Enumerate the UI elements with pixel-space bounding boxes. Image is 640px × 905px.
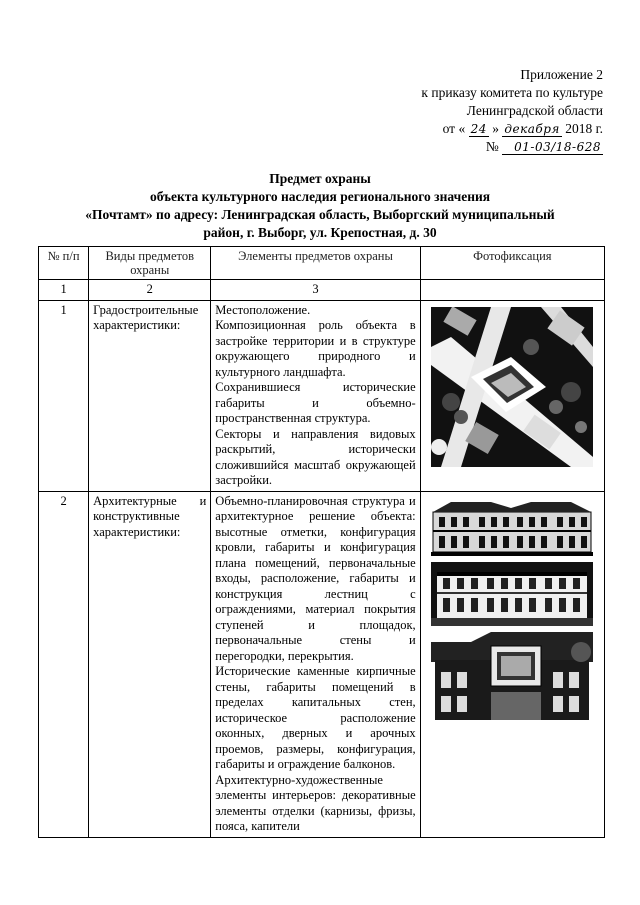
row-paragraph: Композиционная роль объекта в застройке территории и в структуре окружающего природного и культурного ландшафта.	[215, 318, 416, 379]
annex-order-ref: к приказу комитета по культуре	[421, 85, 603, 100]
protection-subject-table	[38, 246, 605, 838]
table-index-row	[39, 280, 605, 301]
annex-date-line	[363, 120, 603, 138]
header-elements: Элементы предметов охраны	[211, 247, 420, 280]
handwritten-day: 24	[470, 122, 487, 136]
number-prefix: №	[485, 139, 499, 154]
row-number: 2	[39, 491, 89, 837]
document-title	[40, 170, 600, 242]
table-row	[39, 300, 605, 491]
index-cell-2: 2	[89, 280, 211, 301]
date-prefix: от «	[442, 121, 466, 136]
header-number: № п/п	[39, 247, 89, 280]
row-paragraph: Секторы и направления видовых раскрытий, исторически сложившийся масштаб окружающей застройки.	[215, 426, 416, 487]
date-quote: »	[492, 121, 499, 136]
table-row	[39, 491, 605, 837]
photo-cell	[420, 300, 604, 491]
annex-block	[363, 66, 603, 156]
facade-photo	[431, 498, 593, 556]
title-line-1: Предмет охраны	[269, 171, 371, 186]
annex-number-line	[363, 138, 603, 156]
handwritten-month: декабря	[504, 122, 560, 136]
handwritten-number: 01-03/18-628	[502, 140, 603, 155]
title-line-4: район, г. Выборг, ул. Крепостная, д. 30	[203, 225, 437, 240]
row-paragraph: Объемно-планировочная структура и архитектурное решение объекта: высотные отметки, конфигурация кровли, габариты и конфигурация плана помещений, первоначальные входы, расположение, габариты и конструкция лестниц с ограждениями, материал покрытия ступеней и площадок, первоначальные стены и перегородки, перекрытия.	[215, 493, 416, 663]
row-type: Архитектурные и конструктивные характеристики:	[89, 491, 211, 837]
photo-cell	[420, 491, 604, 837]
title-line-2: объекта культурного наследия регионального значения	[149, 189, 491, 204]
row-type: Градостроительные характеристики:	[89, 300, 211, 491]
row-paragraph: Сохранившиеся исторические габариты и объемно-пространственная структура.	[215, 380, 416, 425]
corner-photo	[431, 632, 593, 722]
title-line-3: «Почтамт» по адресу: Ленинградская область, Выборгский муниципальный	[85, 207, 555, 222]
index-cell-3: 3	[211, 280, 420, 301]
header-photo: Фотофиксация	[420, 247, 604, 280]
annex-title: Приложение 2	[520, 67, 603, 82]
row-elements	[211, 491, 420, 837]
row-number: 1	[39, 300, 89, 491]
table-header-row	[39, 247, 605, 280]
date-year: 2018 г.	[565, 121, 603, 136]
index-cell-1: 1	[39, 280, 89, 301]
row-paragraph: Исторические каменные кирпичные стены, габариты помещений в пределах капитальных стен, историческое расположение оконных, дверных и арочных проемов, размеры, конфигурация, габариты и ограждение балконов.	[215, 664, 416, 771]
aerial-photo	[431, 307, 593, 467]
row-paragraph: Архитектурно-художественные элементы интерьеров: декоративные элементы отделки (карнизы, фризы, пояса, капители	[215, 772, 416, 833]
row-elements	[211, 300, 420, 491]
row-paragraph: Местоположение.	[215, 302, 311, 317]
annex-region: Ленинградской области	[466, 103, 603, 118]
header-types: Виды предметов охраны	[89, 247, 211, 280]
front-facade-photo	[431, 562, 593, 626]
index-cell-4	[420, 280, 604, 301]
